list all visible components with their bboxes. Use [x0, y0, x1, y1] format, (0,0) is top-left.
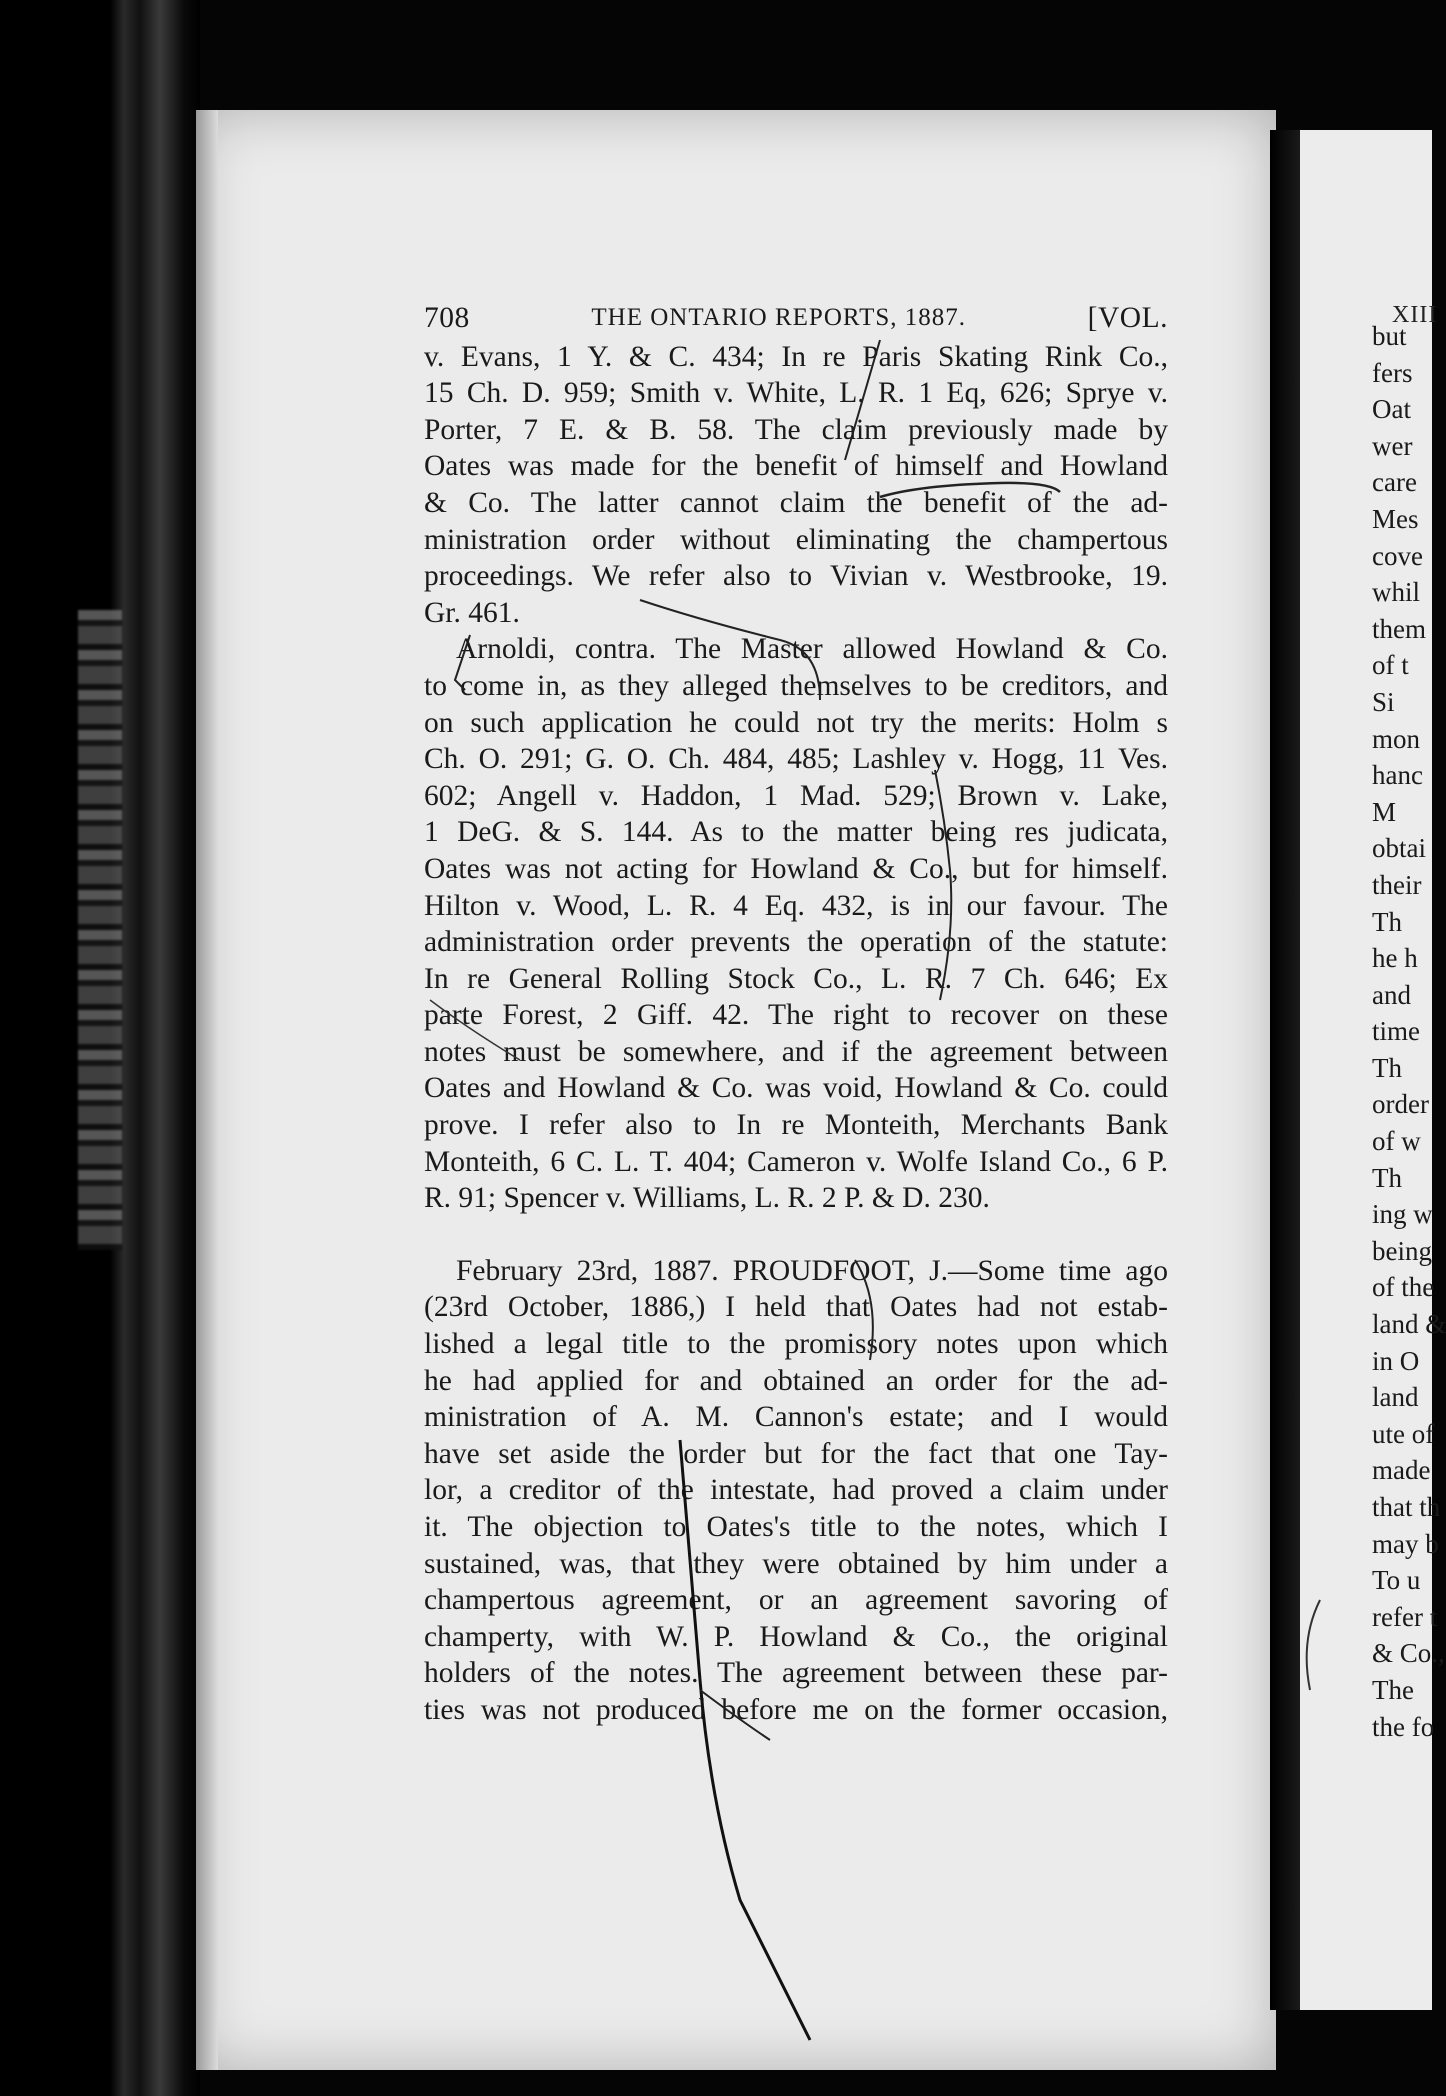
text-line: proceedings. We refer also to Vivian v. Westbrooke, 19.: [424, 560, 1168, 593]
text-line: ministration of A. M. Cannon's estate; and I would: [424, 1401, 1168, 1434]
facing-page-line: in O: [1372, 1345, 1420, 1376]
running-title: THE ONTARIO REPORTS, 1887.: [591, 304, 966, 331]
text-line: notes must be somewhere, and if the agreement between: [424, 1035, 1168, 1068]
facing-page-line: order: [1372, 1089, 1429, 1120]
facing-page-line: Th: [1372, 906, 1402, 937]
facing-page-line: Mes: [1372, 503, 1419, 534]
facing-page-line: but: [1372, 321, 1407, 351]
facing-page-line: time: [1372, 1016, 1420, 1047]
facing-page-line: of t: [1372, 650, 1409, 681]
text-line: champerty, with W. P. Howland & Co., the original: [424, 1620, 1168, 1653]
facing-page-line: land: [1372, 1382, 1419, 1413]
facing-page-line: their: [1372, 869, 1422, 900]
facing-page-line: mon: [1372, 723, 1421, 754]
page-number: 708: [424, 302, 470, 334]
text-line: he had applied for and obtained an order for the ad-: [424, 1364, 1168, 1397]
text-line: have set aside the order but for the fact that one Tay-: [424, 1437, 1168, 1470]
facing-page-line: may b: [1372, 1528, 1439, 1559]
text-line: administration order prevents the operation of the statute:: [424, 926, 1168, 959]
facing-page-line: Th: [1372, 1162, 1402, 1193]
facing-page-line: & Co.,: [1372, 1638, 1445, 1669]
facing-page-line: land &: [1372, 1309, 1446, 1340]
facing-page-line: To u: [1372, 1565, 1421, 1596]
facing-page-line: ing w: [1372, 1199, 1433, 1230]
facing-page-line: The: [1372, 1674, 1414, 1705]
facing-page-line: them: [1372, 613, 1426, 644]
facing-page-line: being: [1372, 1235, 1432, 1266]
volume-label: [VOL.: [1087, 302, 1168, 334]
text-line: on such application he could not try the merits: Holm s: [424, 706, 1168, 739]
text-line: champertous agreement, or an agreement savoring of: [424, 1584, 1168, 1617]
facing-page-line: and: [1372, 979, 1411, 1010]
facing-page-line: that th: [1372, 1492, 1441, 1522]
text-line: & Co. The latter cannot claim the benefit of the ad-: [424, 486, 1168, 519]
text-line: parte Forest, 2 Giff. 42. The right to recover on these: [424, 999, 1168, 1032]
facing-page-line: he h: [1372, 943, 1418, 974]
facing-page-line: wer: [1372, 430, 1413, 461]
text-line: Porter, 7 E. & B. 58. The claim previously made by: [424, 413, 1168, 446]
facing-page-line: of w: [1372, 1126, 1421, 1157]
facing-page-line: the fo: [1372, 1711, 1435, 1742]
text-line: R. 91; Spencer v. Williams, L. R. 2 P. & D. 230.: [424, 1182, 990, 1215]
facing-page-line: care: [1372, 467, 1417, 498]
facing-page-header: XIII: [1392, 302, 1438, 328]
facing-page-line: hanc: [1372, 760, 1423, 791]
text-line: prove. I refer also to In re Monteith, Merchants Bank: [424, 1109, 1168, 1142]
text-line: 602; Angell v. Haddon, 1 Mad. 529; Brown v. Lake,: [424, 779, 1168, 812]
facing-page-line: whil: [1372, 577, 1421, 608]
text-line: it. The objection to Oates's title to the notes, which I: [424, 1511, 1168, 1543]
text-line: v. Evans, 1 Y. & C. 434; In re Paris Skating Rink Co.,: [424, 340, 1168, 373]
text-line: Oates and Howland & Co. was void, Howland & Co. could: [424, 1072, 1168, 1105]
facing-page-line: obtai: [1372, 833, 1426, 864]
facing-page-line: refer t: [1372, 1601, 1438, 1632]
facing-page-line: cove: [1372, 540, 1423, 571]
text-line: lor, a creditor of the intestate, had proved a claim under: [424, 1474, 1168, 1507]
text-line: Arnoldi, contra. The Master allowed Howland & Co.: [456, 633, 1168, 666]
facing-page-line: Th: [1372, 1052, 1402, 1083]
facing-page-line: M: [1372, 796, 1397, 827]
facing-page-line: ute of: [1372, 1418, 1435, 1449]
text-line: ties was not produced before me on the former occasion,: [424, 1693, 1168, 1726]
facing-page-line: Oat: [1372, 394, 1411, 425]
facing-page-line: fers: [1372, 357, 1413, 388]
text-line: to come in, as they alleged themselves to be creditors, and: [424, 669, 1168, 702]
text-line: Oates was made for the benefit of himself and Howland: [424, 450, 1168, 483]
text-line: Ch. O. 291; G. O. Ch. 484, 485; Lashley v. Hogg, 11 Ves.: [424, 743, 1168, 776]
text-line: 15 Ch. D. 959; Smith v. White, L. R. 1 Eq, 626; Sprye v.: [424, 377, 1168, 410]
text-line: holders of the notes. The agreement between these par-: [424, 1657, 1168, 1690]
facing-page-line: Si: [1372, 686, 1395, 717]
text-line: Monteith, 6 C. L. T. 404; Cameron v. Wolfe Island Co., 6 P.: [424, 1145, 1168, 1178]
text-line: Hilton v. Wood, L. R. 4 Eq. 432, is in our favour. The: [424, 889, 1168, 922]
text-line: 1 DeG. & S. 144. As to the matter being res judicata,: [424, 816, 1168, 849]
text-line: ministration order without eliminating the champertous: [424, 523, 1168, 556]
text-line: In re General Rolling Stock Co., L. R. 7 Ch. 646; Ex: [424, 962, 1168, 995]
facing-page-line: of the: [1372, 1272, 1435, 1303]
text-line: (23rd October, 1886,) I held that Oates had not estab-: [424, 1291, 1168, 1324]
text-line: sustained, was, that they were obtained by him under a: [424, 1547, 1168, 1580]
text-line: February 23rd, 1887. PROUDFOOT, J.—Some time ago: [456, 1254, 1168, 1287]
text-line: lished a legal title to the promissory notes upon which: [424, 1328, 1168, 1361]
text-line: Oates was not acting for Howland & Co., but for himself.: [424, 852, 1168, 885]
facing-page-line: made: [1372, 1455, 1431, 1486]
text-line: Gr. 461.: [424, 596, 520, 629]
